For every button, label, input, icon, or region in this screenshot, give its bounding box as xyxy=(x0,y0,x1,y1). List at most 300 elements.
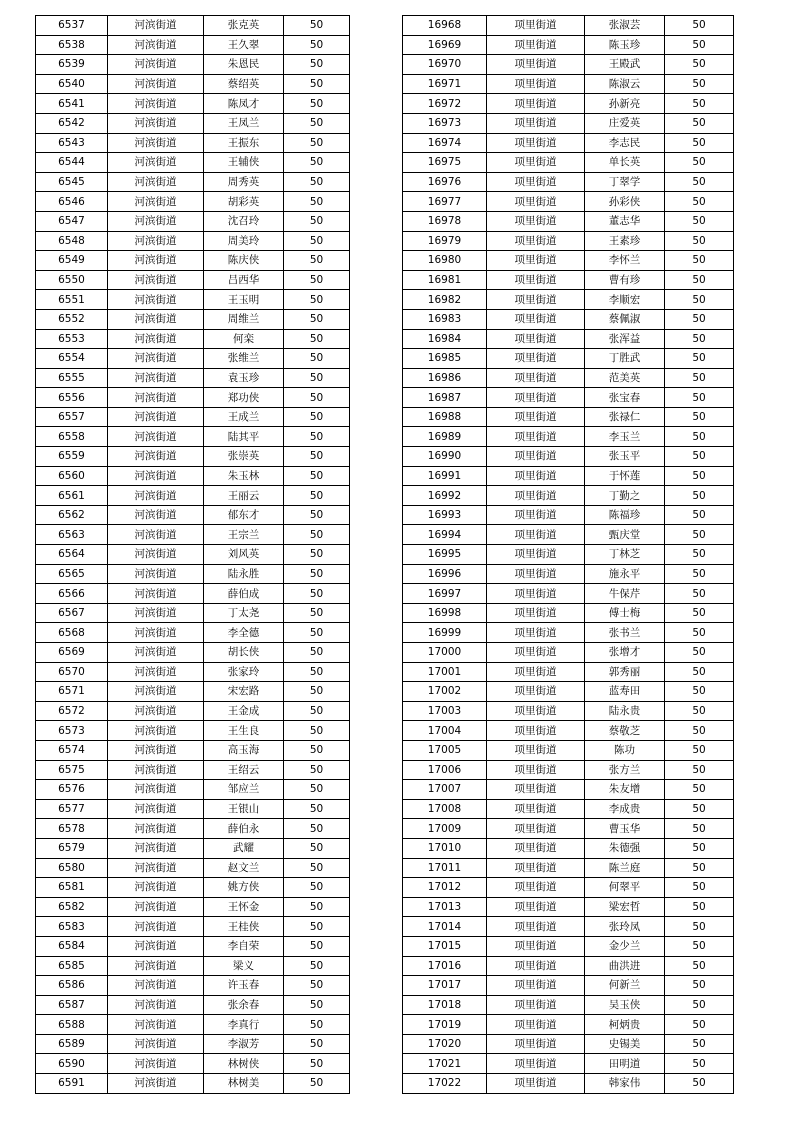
table-row xyxy=(36,936,350,956)
table-row xyxy=(403,427,734,447)
name-cell: 曲洪进 xyxy=(585,956,665,976)
serial-number-cell: 17007 xyxy=(403,780,487,800)
name-cell: 陆永胜 xyxy=(204,564,284,584)
amount-cell: 50 xyxy=(665,309,734,329)
street-cell: 河滨街道 xyxy=(108,192,204,212)
street-cell: 河滨街道 xyxy=(108,995,204,1015)
amount-cell: 50 xyxy=(665,721,734,741)
serial-number-cell: 6552 xyxy=(36,309,108,329)
street-cell: 项里街道 xyxy=(487,466,585,486)
serial-number-cell: 6554 xyxy=(36,349,108,369)
amount-cell: 50 xyxy=(665,153,734,173)
name-cell: 吴玉侠 xyxy=(585,995,665,1015)
amount-cell: 50 xyxy=(284,505,350,525)
street-cell: 项里街道 xyxy=(487,447,585,467)
table-row xyxy=(36,1015,350,1035)
serial-number-cell: 6568 xyxy=(36,623,108,643)
amount-cell: 50 xyxy=(665,819,734,839)
name-cell: 高玉海 xyxy=(204,740,284,760)
street-cell: 河滨街道 xyxy=(108,897,204,917)
serial-number-cell: 16979 xyxy=(403,231,487,251)
serial-number-cell: 17019 xyxy=(403,1015,487,1035)
street-cell: 河滨街道 xyxy=(108,74,204,94)
street-cell: 项里街道 xyxy=(487,525,585,545)
table-row xyxy=(36,897,350,917)
table-row xyxy=(36,564,350,584)
amount-cell: 50 xyxy=(284,388,350,408)
amount-cell: 50 xyxy=(284,447,350,467)
amount-cell: 50 xyxy=(665,211,734,231)
table-row xyxy=(36,603,350,623)
table-row xyxy=(403,819,734,839)
table-row xyxy=(36,309,350,329)
table-row xyxy=(403,603,734,623)
table-row xyxy=(403,1034,734,1054)
serial-number-cell: 16998 xyxy=(403,603,487,623)
name-cell: 蔡敬芝 xyxy=(585,721,665,741)
serial-number-cell: 6565 xyxy=(36,564,108,584)
serial-number-cell: 6558 xyxy=(36,427,108,447)
name-cell: 牛保芹 xyxy=(585,584,665,604)
name-cell: 李顺宏 xyxy=(585,290,665,310)
table-row xyxy=(36,329,350,349)
serial-number-cell: 6580 xyxy=(36,858,108,878)
street-cell: 项里街道 xyxy=(487,388,585,408)
amount-cell: 50 xyxy=(665,55,734,75)
name-cell: 周秀英 xyxy=(204,172,284,192)
name-cell: 武耀 xyxy=(204,838,284,858)
street-cell: 项里街道 xyxy=(487,701,585,721)
amount-cell: 50 xyxy=(284,858,350,878)
serial-number-cell: 6541 xyxy=(36,94,108,114)
amount-cell: 50 xyxy=(284,760,350,780)
street-cell: 河滨街道 xyxy=(108,956,204,976)
street-cell: 项里街道 xyxy=(487,290,585,310)
serial-number-cell: 17014 xyxy=(403,917,487,937)
table-row xyxy=(36,995,350,1015)
right-table-body xyxy=(403,16,734,1094)
table-row xyxy=(403,74,734,94)
serial-number-cell: 17016 xyxy=(403,956,487,976)
serial-number-cell: 16977 xyxy=(403,192,487,212)
name-cell: 林树侠 xyxy=(204,1054,284,1074)
serial-number-cell: 6575 xyxy=(36,760,108,780)
street-cell: 项里街道 xyxy=(487,309,585,329)
table-row xyxy=(36,976,350,996)
street-cell: 项里街道 xyxy=(487,349,585,369)
street-cell: 项里街道 xyxy=(487,368,585,388)
amount-cell: 50 xyxy=(665,74,734,94)
serial-number-cell: 16975 xyxy=(403,153,487,173)
name-cell: 何栾 xyxy=(204,329,284,349)
table-row xyxy=(36,819,350,839)
amount-cell: 50 xyxy=(284,584,350,604)
serial-number-cell: 6585 xyxy=(36,956,108,976)
name-cell: 沈召玲 xyxy=(204,211,284,231)
serial-number-cell: 6578 xyxy=(36,819,108,839)
serial-number-cell: 16996 xyxy=(403,564,487,584)
amount-cell: 50 xyxy=(665,799,734,819)
amount-cell: 50 xyxy=(284,1054,350,1074)
street-cell: 项里街道 xyxy=(487,623,585,643)
serial-number-cell: 16995 xyxy=(403,545,487,565)
serial-number-cell: 6551 xyxy=(36,290,108,310)
amount-cell: 50 xyxy=(284,662,350,682)
serial-number-cell: 6543 xyxy=(36,133,108,153)
name-cell: 王丽云 xyxy=(204,486,284,506)
table-row xyxy=(36,799,350,819)
amount-cell: 50 xyxy=(665,231,734,251)
amount-cell: 50 xyxy=(665,407,734,427)
amount-cell: 50 xyxy=(284,113,350,133)
name-cell: 陈福珍 xyxy=(585,505,665,525)
amount-cell: 50 xyxy=(665,290,734,310)
amount-cell: 50 xyxy=(284,878,350,898)
street-cell: 项里街道 xyxy=(487,897,585,917)
serial-number-cell: 16974 xyxy=(403,133,487,153)
amount-cell: 50 xyxy=(284,917,350,937)
serial-number-cell: 16980 xyxy=(403,251,487,271)
street-cell: 项里街道 xyxy=(487,55,585,75)
table-row xyxy=(403,936,734,956)
amount-cell: 50 xyxy=(665,466,734,486)
street-cell: 项里街道 xyxy=(487,662,585,682)
table-row xyxy=(403,1054,734,1074)
serial-number-cell: 16981 xyxy=(403,270,487,290)
table-row xyxy=(403,270,734,290)
name-cell: 胡彩英 xyxy=(204,192,284,212)
street-cell: 项里街道 xyxy=(487,133,585,153)
name-cell: 王怀金 xyxy=(204,897,284,917)
table-row xyxy=(36,231,350,251)
amount-cell: 50 xyxy=(665,623,734,643)
table-row xyxy=(403,956,734,976)
name-cell: 林树美 xyxy=(204,1074,284,1094)
serial-number-cell: 17001 xyxy=(403,662,487,682)
amount-cell: 50 xyxy=(284,153,350,173)
amount-cell: 50 xyxy=(665,584,734,604)
street-cell: 项里街道 xyxy=(487,760,585,780)
street-cell: 河滨街道 xyxy=(108,270,204,290)
table-row xyxy=(403,838,734,858)
table-row xyxy=(403,525,734,545)
name-cell: 蓝寿田 xyxy=(585,682,665,702)
serial-number-cell: 6560 xyxy=(36,466,108,486)
serial-number-cell: 6542 xyxy=(36,113,108,133)
street-cell: 河滨街道 xyxy=(108,682,204,702)
serial-number-cell: 17002 xyxy=(403,682,487,702)
street-cell: 项里街道 xyxy=(487,956,585,976)
amount-cell: 50 xyxy=(665,643,734,663)
street-cell: 项里街道 xyxy=(487,74,585,94)
name-cell: 张书兰 xyxy=(585,623,665,643)
street-cell: 河滨街道 xyxy=(108,329,204,349)
street-cell: 项里街道 xyxy=(487,780,585,800)
street-cell: 河滨街道 xyxy=(108,838,204,858)
amount-cell: 50 xyxy=(665,976,734,996)
serial-number-cell: 6591 xyxy=(36,1074,108,1094)
street-cell: 项里街道 xyxy=(487,1074,585,1094)
street-cell: 河滨街道 xyxy=(108,55,204,75)
street-cell: 项里街道 xyxy=(487,682,585,702)
name-cell: 周维兰 xyxy=(204,309,284,329)
table-row xyxy=(403,16,734,36)
serial-number-cell: 17021 xyxy=(403,1054,487,1074)
serial-number-cell: 16971 xyxy=(403,74,487,94)
street-cell: 项里街道 xyxy=(487,407,585,427)
table-row xyxy=(36,486,350,506)
street-cell: 河滨街道 xyxy=(108,858,204,878)
table-row xyxy=(36,192,350,212)
amount-cell: 50 xyxy=(665,956,734,976)
name-cell: 史锡美 xyxy=(585,1034,665,1054)
table-row xyxy=(403,211,734,231)
street-cell: 河滨街道 xyxy=(108,603,204,623)
amount-cell: 50 xyxy=(284,819,350,839)
name-cell: 朱玉林 xyxy=(204,466,284,486)
table-row xyxy=(403,251,734,271)
street-cell: 项里街道 xyxy=(487,35,585,55)
table-row xyxy=(36,505,350,525)
table-row xyxy=(403,858,734,878)
name-cell: 王辅侠 xyxy=(204,153,284,173)
street-cell: 河滨街道 xyxy=(108,584,204,604)
serial-number-cell: 6574 xyxy=(36,740,108,760)
serial-number-cell: 16986 xyxy=(403,368,487,388)
serial-number-cell: 16992 xyxy=(403,486,487,506)
table-row xyxy=(36,35,350,55)
serial-number-cell: 17000 xyxy=(403,643,487,663)
amount-cell: 50 xyxy=(284,740,350,760)
serial-number-cell: 16982 xyxy=(403,290,487,310)
name-cell: 董志华 xyxy=(585,211,665,231)
amount-cell: 50 xyxy=(665,427,734,447)
table-row xyxy=(36,153,350,173)
name-cell: 傅士梅 xyxy=(585,603,665,623)
table-row xyxy=(403,584,734,604)
table-row xyxy=(403,623,734,643)
serial-number-cell: 6582 xyxy=(36,897,108,917)
serial-number-cell: 6561 xyxy=(36,486,108,506)
table-row xyxy=(36,1034,350,1054)
serial-number-cell: 6550 xyxy=(36,270,108,290)
street-cell: 河滨街道 xyxy=(108,780,204,800)
name-cell: 丁胜武 xyxy=(585,349,665,369)
amount-cell: 50 xyxy=(284,545,350,565)
table-row xyxy=(36,388,350,408)
serial-number-cell: 17011 xyxy=(403,858,487,878)
name-cell: 张玲凤 xyxy=(585,917,665,937)
table-row xyxy=(403,643,734,663)
serial-number-cell: 6553 xyxy=(36,329,108,349)
name-cell: 单长英 xyxy=(585,153,665,173)
name-cell: 张浑益 xyxy=(585,329,665,349)
name-cell: 张增才 xyxy=(585,643,665,663)
table-row xyxy=(403,545,734,565)
table-row xyxy=(36,270,350,290)
table-row xyxy=(403,1015,734,1035)
amount-cell: 50 xyxy=(284,838,350,858)
table-row xyxy=(36,643,350,663)
amount-cell: 50 xyxy=(665,603,734,623)
amount-cell: 50 xyxy=(284,427,350,447)
street-cell: 项里街道 xyxy=(487,153,585,173)
street-cell: 河滨街道 xyxy=(108,466,204,486)
street-cell: 河滨街道 xyxy=(108,760,204,780)
name-cell: 于怀莲 xyxy=(585,466,665,486)
serial-number-cell: 17020 xyxy=(403,1034,487,1054)
serial-number-cell: 16994 xyxy=(403,525,487,545)
name-cell: 李淑芳 xyxy=(204,1034,284,1054)
street-cell: 河滨街道 xyxy=(108,133,204,153)
street-cell: 河滨街道 xyxy=(108,799,204,819)
amount-cell: 50 xyxy=(665,16,734,36)
name-cell: 姚方侠 xyxy=(204,878,284,898)
table-row xyxy=(36,780,350,800)
serial-number-cell: 6557 xyxy=(36,407,108,427)
serial-number-cell: 16989 xyxy=(403,427,487,447)
street-cell: 河滨街道 xyxy=(108,721,204,741)
amount-cell: 50 xyxy=(665,878,734,898)
table-row xyxy=(36,662,350,682)
street-cell: 项里街道 xyxy=(487,740,585,760)
name-cell: 王成兰 xyxy=(204,407,284,427)
table-row xyxy=(403,290,734,310)
table-row xyxy=(403,760,734,780)
name-cell: 何新兰 xyxy=(585,976,665,996)
serial-number-cell: 17018 xyxy=(403,995,487,1015)
amount-cell: 50 xyxy=(665,1015,734,1035)
table-row xyxy=(36,349,350,369)
street-cell: 河滨街道 xyxy=(108,1034,204,1054)
amount-cell: 50 xyxy=(284,231,350,251)
table-row xyxy=(36,427,350,447)
table-row xyxy=(403,466,734,486)
table-row xyxy=(403,35,734,55)
street-cell: 河滨街道 xyxy=(108,1074,204,1094)
name-cell: 曹玉华 xyxy=(585,819,665,839)
serial-number-cell: 6537 xyxy=(36,16,108,36)
serial-number-cell: 6556 xyxy=(36,388,108,408)
street-cell: 项里街道 xyxy=(487,211,585,231)
amount-cell: 50 xyxy=(665,936,734,956)
amount-cell: 50 xyxy=(284,192,350,212)
serial-number-cell: 16987 xyxy=(403,388,487,408)
amount-cell: 50 xyxy=(665,917,734,937)
name-cell: 薛伯成 xyxy=(204,584,284,604)
amount-cell: 50 xyxy=(284,525,350,545)
serial-number-cell: 6540 xyxy=(36,74,108,94)
street-cell: 河滨街道 xyxy=(108,309,204,329)
name-cell: 刘风英 xyxy=(204,545,284,565)
amount-cell: 50 xyxy=(665,545,734,565)
name-cell: 蔡佩淑 xyxy=(585,309,665,329)
street-cell: 项里街道 xyxy=(487,917,585,937)
serial-number-cell: 6571 xyxy=(36,682,108,702)
street-cell: 河滨街道 xyxy=(108,505,204,525)
table-row xyxy=(403,564,734,584)
street-cell: 项里街道 xyxy=(487,172,585,192)
amount-cell: 50 xyxy=(284,995,350,1015)
amount-cell: 50 xyxy=(284,349,350,369)
serial-number-cell: 6587 xyxy=(36,995,108,1015)
table-row xyxy=(36,172,350,192)
name-cell: 王生良 xyxy=(204,721,284,741)
street-cell: 河滨街道 xyxy=(108,545,204,565)
name-cell: 郭秀丽 xyxy=(585,662,665,682)
serial-number-cell: 17013 xyxy=(403,897,487,917)
name-cell: 李成贵 xyxy=(585,799,665,819)
table-row xyxy=(36,838,350,858)
table-row xyxy=(403,721,734,741)
amount-cell: 50 xyxy=(284,721,350,741)
street-cell: 河滨街道 xyxy=(108,35,204,55)
serial-number-cell: 17004 xyxy=(403,721,487,741)
table-row xyxy=(36,1074,350,1094)
serial-number-cell: 6539 xyxy=(36,55,108,75)
amount-cell: 50 xyxy=(665,133,734,153)
amount-cell: 50 xyxy=(665,270,734,290)
table-row xyxy=(36,94,350,114)
table-row xyxy=(36,858,350,878)
serial-number-cell: 6559 xyxy=(36,447,108,467)
street-cell: 河滨街道 xyxy=(108,525,204,545)
serial-number-cell: 17015 xyxy=(403,936,487,956)
amount-cell: 50 xyxy=(284,251,350,271)
table-row xyxy=(36,55,350,75)
street-cell: 河滨街道 xyxy=(108,290,204,310)
street-cell: 河滨街道 xyxy=(108,407,204,427)
amount-cell: 50 xyxy=(284,1074,350,1094)
amount-cell: 50 xyxy=(284,368,350,388)
street-cell: 河滨街道 xyxy=(108,1054,204,1074)
street-cell: 河滨街道 xyxy=(108,564,204,584)
serial-number-cell: 6569 xyxy=(36,643,108,663)
street-cell: 河滨街道 xyxy=(108,368,204,388)
street-cell: 河滨街道 xyxy=(108,172,204,192)
street-cell: 河滨街道 xyxy=(108,819,204,839)
street-cell: 项里街道 xyxy=(487,838,585,858)
name-cell: 张宝春 xyxy=(585,388,665,408)
name-cell: 柯炳贵 xyxy=(585,1015,665,1035)
amount-cell: 50 xyxy=(284,172,350,192)
serial-number-cell: 17005 xyxy=(403,740,487,760)
street-cell: 项里街道 xyxy=(487,976,585,996)
name-cell: 李玉兰 xyxy=(585,427,665,447)
amount-cell: 50 xyxy=(665,349,734,369)
name-cell: 陈玉珍 xyxy=(585,35,665,55)
street-cell: 项里街道 xyxy=(487,936,585,956)
table-row xyxy=(403,897,734,917)
amount-cell: 50 xyxy=(665,858,734,878)
street-cell: 项里街道 xyxy=(487,799,585,819)
serial-number-cell: 17009 xyxy=(403,819,487,839)
table-row xyxy=(403,94,734,114)
serial-number-cell: 16973 xyxy=(403,113,487,133)
serial-number-cell: 17010 xyxy=(403,838,487,858)
table-row xyxy=(403,113,734,133)
amount-cell: 50 xyxy=(665,1034,734,1054)
street-cell: 河滨街道 xyxy=(108,16,204,36)
amount-cell: 50 xyxy=(284,799,350,819)
street-cell: 项里街道 xyxy=(487,878,585,898)
table-row xyxy=(36,1054,350,1074)
serial-number-cell: 6562 xyxy=(36,505,108,525)
serial-number-cell: 6547 xyxy=(36,211,108,231)
street-cell: 项里街道 xyxy=(487,270,585,290)
street-cell: 项里街道 xyxy=(487,545,585,565)
amount-cell: 50 xyxy=(284,407,350,427)
